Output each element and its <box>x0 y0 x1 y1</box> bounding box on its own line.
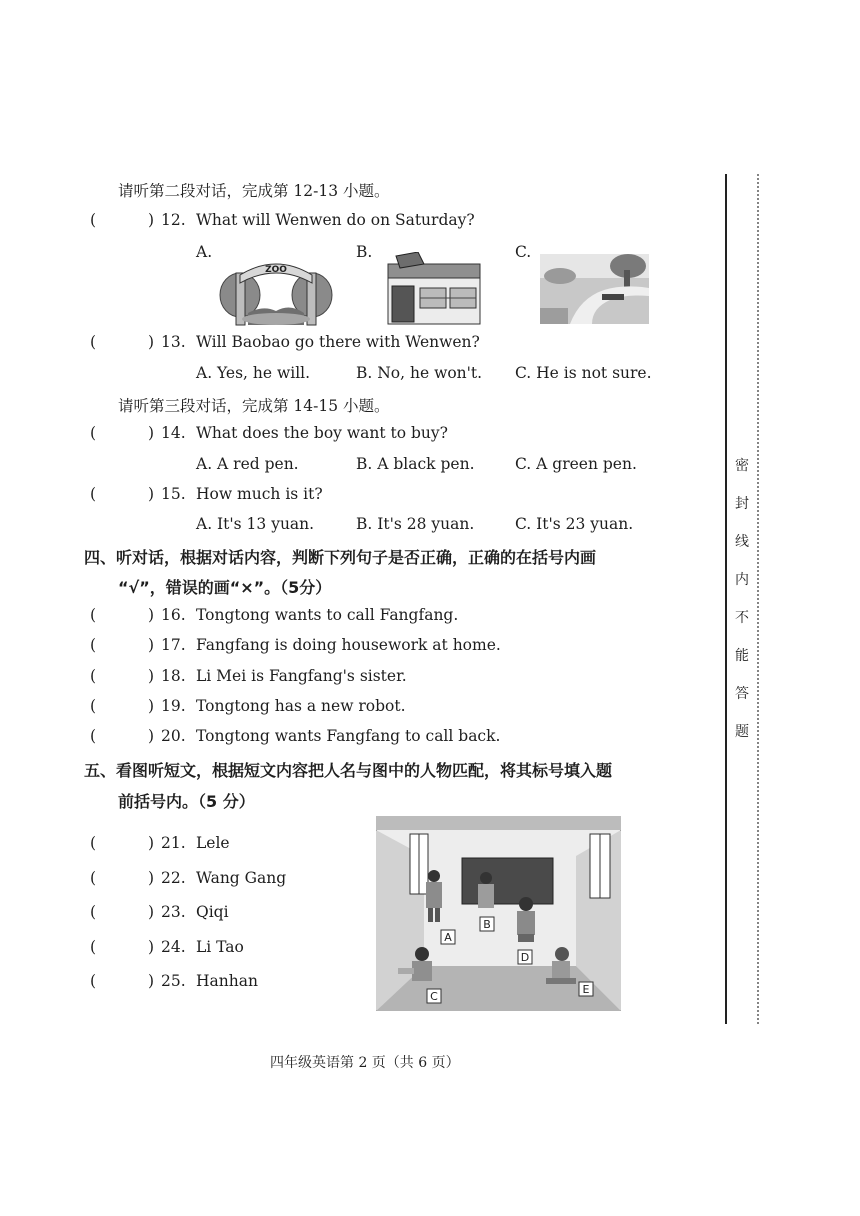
seal-line-border <box>724 174 764 1024</box>
item-text: Li Mei is Fangfang's sister. <box>196 666 407 685</box>
question-number: 13. <box>161 333 186 351</box>
option-a: A. A red pen. <box>196 455 299 473</box>
answer-paren-open[interactable]: ( <box>90 868 97 887</box>
item-text: Hanhan <box>196 972 258 990</box>
answer-paren-open[interactable]: ( <box>90 903 97 921</box>
zoo-sign-text: ZOO <box>265 265 287 275</box>
zoo-gate-image <box>218 255 334 327</box>
answer-paren-close: ) <box>148 666 155 685</box>
answer-paren-close: ) <box>148 606 155 624</box>
page-footer: 四年级英语第 2 页（共 6 页） <box>270 1055 460 1071</box>
answer-paren-open[interactable]: ( <box>90 606 97 624</box>
park-image <box>540 254 649 324</box>
answer-paren-open[interactable]: ( <box>90 424 97 442</box>
picture-label-e: E <box>582 983 590 996</box>
item-number: 18. <box>161 666 186 685</box>
shop-building-image <box>386 252 482 326</box>
item-number: 19. <box>161 696 186 715</box>
answer-paren-close: ) <box>148 333 155 351</box>
answer-paren-open[interactable]: ( <box>90 696 97 715</box>
option-a-label: A. <box>196 243 213 261</box>
option-c: C. He is not sure. <box>515 364 652 382</box>
option-b-label: B. <box>356 243 373 261</box>
seal-line-char: 不 <box>735 610 749 626</box>
option-c: C. It's 23 yuan. <box>515 515 634 533</box>
item-text: Wang Gang <box>196 868 287 887</box>
item-number: 20. <box>161 727 186 746</box>
item-text: Li Tao <box>196 937 244 956</box>
section-4-heading-line1: 四、听对话，根据对话内容，判断下列句子是否正确，正确的在括号内画 <box>84 548 597 567</box>
picture-label-c: C <box>430 990 438 1003</box>
option-a: A. Yes, he will. <box>196 364 311 382</box>
picture-label-b: B <box>483 918 491 931</box>
seal-line-char: 封 <box>735 496 749 512</box>
section-5-heading-line2: 前括号内。（5 分） <box>118 792 255 811</box>
option-a: A. It's 13 yuan. <box>196 515 315 533</box>
answer-paren-open[interactable]: ( <box>90 834 97 852</box>
question-text: What does the boy want to buy? <box>196 424 448 442</box>
question-text: How much is it? <box>196 485 323 503</box>
item-text: Qiqi <box>196 903 229 921</box>
answer-paren-close: ) <box>148 937 155 956</box>
section-intro-dialogue-2: 请听第二段对话，完成第 12-13 小题。 <box>118 182 390 200</box>
section-5-heading-line1: 五、看图听短文，根据短文内容把人名与图中的人物匹配，将其标号填入题 <box>84 761 613 780</box>
answer-paren-close: ) <box>148 636 155 655</box>
answer-paren-close: ) <box>148 727 155 746</box>
answer-paren-open[interactable]: ( <box>90 972 97 990</box>
item-number: 17. <box>161 636 186 655</box>
section-4-heading-line2: “√”，错误的画“×”。（5分） <box>118 578 332 597</box>
answer-paren-close: ) <box>148 696 155 715</box>
item-text: Tongtong wants Fangfang to call back. <box>196 727 501 746</box>
question-text: What will Wenwen do on Saturday? <box>196 211 475 229</box>
classroom-picture <box>376 816 621 1011</box>
answer-paren-open[interactable]: ( <box>90 666 97 685</box>
seal-line-char: 题 <box>735 724 749 740</box>
answer-paren-close: ) <box>148 903 155 921</box>
seal-line-char: 能 <box>735 648 749 664</box>
item-number: 25. <box>161 972 186 990</box>
question-number: 15. <box>161 485 186 503</box>
answer-paren-open[interactable]: ( <box>90 937 97 956</box>
picture-label-a: A <box>444 931 452 944</box>
item-text: Tongtong wants to call Fangfang. <box>196 606 459 624</box>
item-number: 16. <box>161 606 186 624</box>
answer-paren-close: ) <box>148 211 155 229</box>
option-b: B. No, he won't. <box>356 364 483 382</box>
question-number: 14. <box>161 424 186 442</box>
picture-label-d: D <box>520 951 530 964</box>
answer-paren-close: ) <box>148 424 155 442</box>
option-c-label: C. <box>515 243 532 261</box>
seal-line-char: 内 <box>735 572 749 588</box>
answer-paren-close: ) <box>148 868 155 887</box>
answer-paren-close: ) <box>148 834 155 852</box>
answer-paren-open[interactable]: ( <box>90 211 97 229</box>
item-number: 24. <box>161 937 186 956</box>
item-number: 22. <box>161 868 186 887</box>
seal-line-char: 答 <box>735 686 749 702</box>
item-text: Lele <box>196 834 230 852</box>
answer-paren-open[interactable]: ( <box>90 333 97 351</box>
answer-paren-close: ) <box>148 972 155 990</box>
answer-paren-close: ) <box>148 485 155 503</box>
item-text: Fangfang is doing housework at home. <box>196 636 501 655</box>
option-c: C. A green pen. <box>515 455 637 473</box>
answer-paren-open[interactable]: ( <box>90 485 97 503</box>
answer-paren-open[interactable]: ( <box>90 727 97 746</box>
question-number: 12. <box>161 211 186 229</box>
seal-line-char: 线 <box>735 534 749 550</box>
question-text: Will Baobao go there with Wenwen? <box>196 333 480 351</box>
item-number: 21. <box>161 834 186 852</box>
item-text: Tongtong has a new robot. <box>196 696 406 715</box>
section-intro-dialogue-3: 请听第三段对话，完成第 14-15 小题。 <box>118 397 390 415</box>
option-b: B. A black pen. <box>356 455 475 473</box>
answer-paren-open[interactable]: ( <box>90 636 97 655</box>
option-b: B. It's 28 yuan. <box>356 515 475 533</box>
item-number: 23. <box>161 903 186 921</box>
seal-line-char: 密 <box>735 458 749 474</box>
